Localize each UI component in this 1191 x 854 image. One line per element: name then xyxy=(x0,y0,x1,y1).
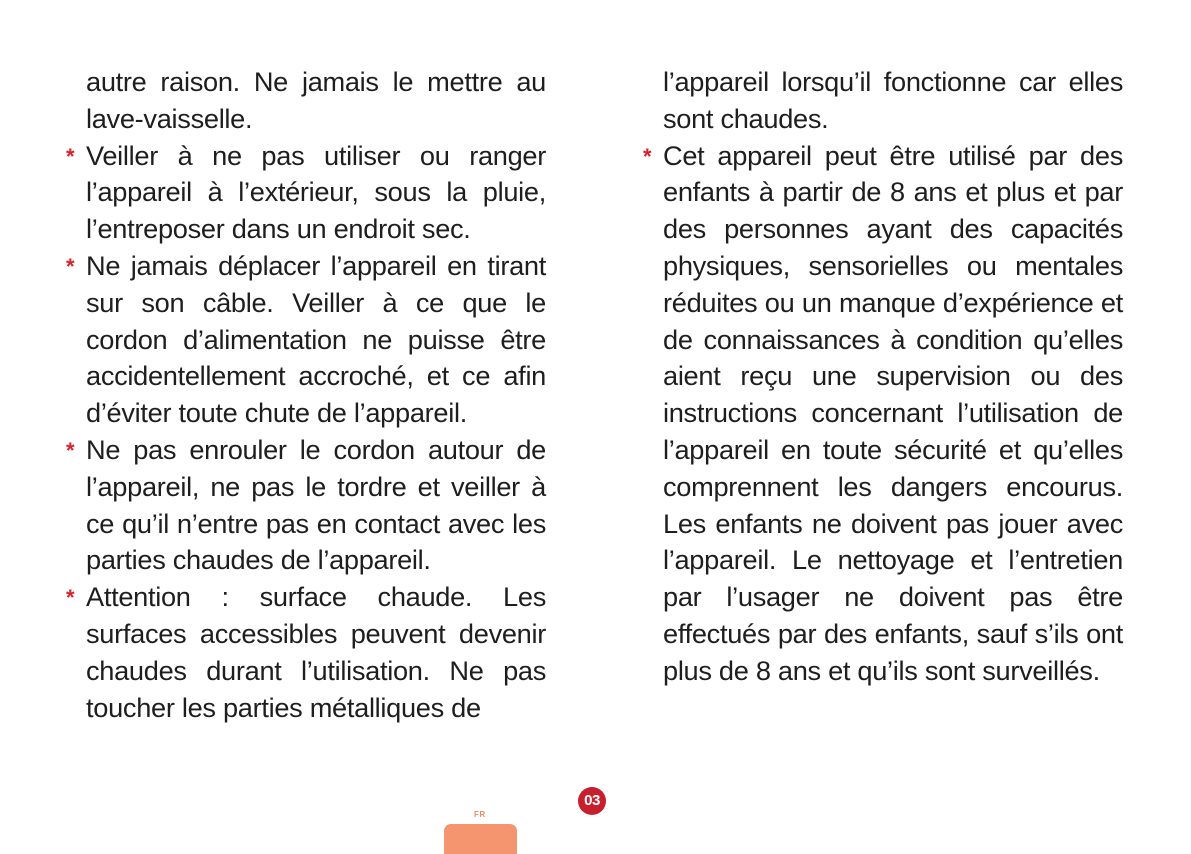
paragraph-6: * Cet appareil peut être utilisé par des enfants à partir de 8 ans et plus et par des personnes ayant des capacités physiques, sensorielles ou mentales réduites ou un manque d’expérience et de connaissances à condition qu’elles aient reçu une supervision ou des instructions concernant l’utilisation de l’appareil en toute sécurité et qu’elles comprennent les dangers encourus. Les enfants ne doivent pas jouer avec l’appareil. Le nettoyage et l’entretien par l’usager ne doivent pas être effectués par des enfants, sauf s’ils ont plus de 8 ans et qu’ils sont surveillés. xyxy=(643,139,1123,686)
bullet-icon: * xyxy=(66,253,75,279)
bullet-icon: * xyxy=(66,143,75,169)
paragraph-3: * Ne pas enrouler le cordon autour de l’appareil, ne pas le tordre et veiller à ce qu’il n’entre pas en contact avec les parties chaudes de l’appareil. xyxy=(66,433,546,576)
paragraph-4: * Attention : surface chaude. Les surfaces accessibles peuvent devenir chaudes durant l’utilisation. Ne pas toucher les parties métalliques de xyxy=(66,581,546,723)
paragraph-1: * Veiller à ne pas utiliser ou ranger l’appareil à l’extérieur, sous la pluie, l’entreposer dans un endroit sec. xyxy=(66,139,546,245)
paragraph-5: l’appareil lorsqu’il fonctionne car elles sont chaudes. xyxy=(663,66,1123,134)
left-column xyxy=(66,64,546,726)
bullet-icon: * xyxy=(643,143,652,169)
page-number-badge: 03 xyxy=(578,787,606,815)
language-label: FR xyxy=(474,810,486,819)
paragraph-2: * Ne jamais déplacer l’appareil en tirant sur son câble. Veiller à ce que le cordon d’alimentation ne puisse être accidentellement accroché, et ce afin d’éviter toute chute de l’appareil. xyxy=(66,249,546,429)
bullet-icon: * xyxy=(66,585,75,611)
right-column xyxy=(643,64,1123,690)
bullet-icon: * xyxy=(66,437,75,463)
paragraph-0: autre raison. Ne jamais le mettre au lave-vaisselle. xyxy=(86,66,546,134)
